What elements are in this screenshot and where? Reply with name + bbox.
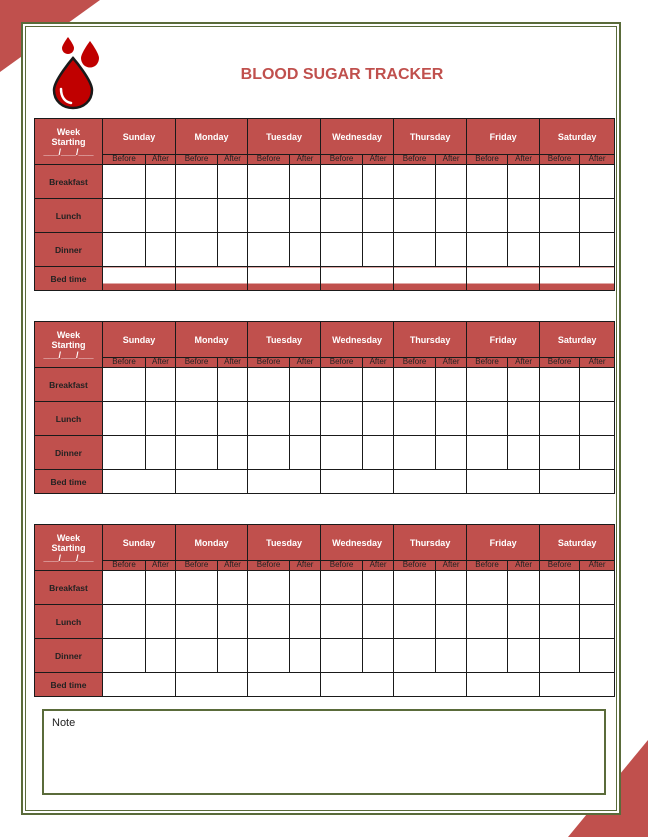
reading-cell[interactable] xyxy=(248,199,290,233)
day-header: Tuesday xyxy=(248,525,321,561)
bedtime-label: Bed time xyxy=(35,673,103,697)
reading-cell[interactable] xyxy=(146,165,176,199)
reading-cell[interactable] xyxy=(290,402,321,436)
reading-cell[interactable] xyxy=(540,402,580,436)
reading-cell[interactable] xyxy=(103,402,146,436)
after-header: After xyxy=(146,155,176,165)
meal-label: Lunch xyxy=(35,605,103,639)
day-header: Saturday xyxy=(540,119,615,155)
before-header: Before xyxy=(103,561,146,571)
week-starting-header[interactable] xyxy=(35,525,103,571)
reading-cell[interactable] xyxy=(580,436,615,470)
reading-cell[interactable] xyxy=(321,199,363,233)
before-header: Before xyxy=(540,358,580,368)
after-header: After xyxy=(363,358,394,368)
week-starting-label: Week xyxy=(56,532,81,543)
reading-cell[interactable] xyxy=(467,165,508,199)
week-starting-header[interactable] xyxy=(35,322,103,368)
reading-cell[interactable] xyxy=(363,165,394,199)
week-starting-header[interactable] xyxy=(35,119,103,165)
reading-cell[interactable] xyxy=(146,368,176,402)
week-starting-label: ___/___/___ xyxy=(43,146,94,157)
after-header: After xyxy=(508,358,540,368)
bedtime-cell[interactable] xyxy=(467,470,540,494)
week-starting-label: Week xyxy=(56,126,81,137)
before-header: Before xyxy=(394,561,436,571)
reading-cell[interactable] xyxy=(436,233,467,267)
reading-cell[interactable] xyxy=(146,436,176,470)
bedtime-cell[interactable] xyxy=(103,470,176,494)
tracker-table xyxy=(34,321,615,494)
before-header: Before xyxy=(394,155,436,165)
reading-cell[interactable] xyxy=(467,368,508,402)
day-header: Monday xyxy=(176,525,248,561)
reading-cell[interactable] xyxy=(290,233,321,267)
reading-cell[interactable] xyxy=(540,436,580,470)
blood-drop-icon xyxy=(62,37,74,54)
after-header: After xyxy=(580,561,615,571)
before-header: Before xyxy=(540,561,580,571)
tracker-table xyxy=(34,524,615,697)
reading-cell[interactable] xyxy=(467,233,508,267)
bedtime-cell[interactable] xyxy=(103,267,176,291)
reading-cell[interactable] xyxy=(467,436,508,470)
reading-cell[interactable] xyxy=(394,436,436,470)
reading-cell[interactable] xyxy=(540,233,580,267)
after-header: After xyxy=(218,561,248,571)
before-header: Before xyxy=(321,358,363,368)
reading-cell[interactable] xyxy=(394,233,436,267)
reading-cell[interactable] xyxy=(218,605,248,639)
meal-label: Dinner xyxy=(35,233,103,267)
day-header: Sunday xyxy=(103,119,176,155)
note-box[interactable] xyxy=(42,709,606,795)
reading-cell[interactable] xyxy=(540,368,580,402)
day-header: Thursday xyxy=(394,525,467,561)
after-header: After xyxy=(436,358,467,368)
before-header: Before xyxy=(321,561,363,571)
after-header: After xyxy=(508,155,540,165)
before-header: Before xyxy=(248,561,290,571)
reading-cell[interactable] xyxy=(176,571,218,605)
meal-label: Lunch xyxy=(35,199,103,233)
bedtime-cell[interactable] xyxy=(394,470,467,494)
bedtime-cell[interactable] xyxy=(176,673,248,697)
reading-cell[interactable] xyxy=(363,233,394,267)
reading-cell[interactable] xyxy=(218,639,248,673)
reading-cell[interactable] xyxy=(394,368,436,402)
meal-label: Lunch xyxy=(35,402,103,436)
reading-cell[interactable] xyxy=(436,605,467,639)
bedtime-label: Bed time xyxy=(35,267,103,291)
reading-cell[interactable] xyxy=(540,199,580,233)
before-header: Before xyxy=(103,358,146,368)
reading-cell[interactable] xyxy=(508,402,540,436)
reading-cell[interactable] xyxy=(580,165,615,199)
reading-cell[interactable] xyxy=(176,368,218,402)
reading-cell[interactable] xyxy=(580,368,615,402)
reading-cell[interactable] xyxy=(363,639,394,673)
after-header: After xyxy=(290,561,321,571)
after-header: After xyxy=(146,561,176,571)
bedtime-cell[interactable] xyxy=(248,470,321,494)
day-header: Friday xyxy=(467,119,540,155)
reading-cell[interactable] xyxy=(103,436,146,470)
reading-cell[interactable] xyxy=(580,605,615,639)
reading-cell[interactable] xyxy=(436,571,467,605)
reading-cell[interactable] xyxy=(146,233,176,267)
day-header: Sunday xyxy=(103,525,176,561)
note-label: Note xyxy=(52,717,76,729)
meal-label: Dinner xyxy=(35,639,103,673)
reading-cell[interactable] xyxy=(290,436,321,470)
reading-cell[interactable] xyxy=(321,571,363,605)
reading-cell[interactable] xyxy=(436,199,467,233)
week-starting-label: Starting xyxy=(51,339,86,350)
reading-cell[interactable] xyxy=(248,165,290,199)
reading-cell[interactable] xyxy=(436,436,467,470)
reading-cell[interactable] xyxy=(218,233,248,267)
reading-cell[interactable] xyxy=(290,571,321,605)
meal-label: Breakfast xyxy=(35,571,103,605)
reading-cell[interactable] xyxy=(394,605,436,639)
bedtime-cell[interactable] xyxy=(248,673,321,697)
reading-cell[interactable] xyxy=(467,199,508,233)
reading-cell[interactable] xyxy=(540,165,580,199)
week-starting-label: ___/___/___ xyxy=(43,552,94,563)
page-title: BLOOD SUGAR TRACKER xyxy=(240,66,444,83)
meal-label: Dinner xyxy=(35,436,103,470)
day-header: Friday xyxy=(467,525,540,561)
reading-cell[interactable] xyxy=(467,402,508,436)
reading-cell[interactable] xyxy=(218,436,248,470)
reading-cell[interactable] xyxy=(321,605,363,639)
reading-cell[interactable] xyxy=(467,571,508,605)
reading-cell[interactable] xyxy=(467,639,508,673)
reading-cell[interactable] xyxy=(321,368,363,402)
reading-cell[interactable] xyxy=(248,639,290,673)
reading-cell[interactable] xyxy=(508,165,540,199)
after-header: After xyxy=(218,155,248,165)
after-header: After xyxy=(580,358,615,368)
day-header: Friday xyxy=(467,322,540,358)
reading-cell[interactable] xyxy=(540,605,580,639)
reading-cell[interactable] xyxy=(103,233,146,267)
after-header: After xyxy=(436,561,467,571)
week-starting-label: Starting xyxy=(51,542,86,553)
reading-cell[interactable] xyxy=(508,368,540,402)
after-header: After xyxy=(436,155,467,165)
reading-cell[interactable] xyxy=(290,199,321,233)
week-starting-label: ___/___/___ xyxy=(43,349,94,360)
reading-cell[interactable] xyxy=(176,165,218,199)
reading-cell[interactable] xyxy=(103,571,146,605)
reading-cell[interactable] xyxy=(394,639,436,673)
after-header: After xyxy=(146,358,176,368)
day-header: Thursday xyxy=(394,322,467,358)
reading-cell[interactable] xyxy=(363,605,394,639)
reading-cell[interactable] xyxy=(290,639,321,673)
meal-label: Breakfast xyxy=(35,368,103,402)
reading-cell[interactable] xyxy=(363,368,394,402)
bedtime-cell[interactable] xyxy=(176,470,248,494)
day-header: Monday xyxy=(176,119,248,155)
reading-cell[interactable] xyxy=(103,199,146,233)
day-header: Wednesday xyxy=(321,322,394,358)
reading-cell[interactable] xyxy=(248,571,290,605)
blood-drop-logo xyxy=(48,34,108,114)
reading-cell[interactable] xyxy=(540,639,580,673)
reading-cell[interactable] xyxy=(580,233,615,267)
reading-cell[interactable] xyxy=(146,571,176,605)
reading-cell[interactable] xyxy=(321,402,363,436)
bedtime-cell[interactable] xyxy=(103,673,176,697)
after-header: After xyxy=(363,561,394,571)
before-header: Before xyxy=(467,155,508,165)
before-header: Before xyxy=(103,155,146,165)
day-header: Thursday xyxy=(394,119,467,155)
bedtime-cell[interactable] xyxy=(321,470,394,494)
reading-cell[interactable] xyxy=(436,402,467,436)
reading-cell[interactable] xyxy=(580,199,615,233)
reading-cell[interactable] xyxy=(290,165,321,199)
reading-cell[interactable] xyxy=(363,571,394,605)
before-header: Before xyxy=(176,155,218,165)
reading-cell[interactable] xyxy=(508,233,540,267)
reading-cell[interactable] xyxy=(218,402,248,436)
week-starting-label: Week xyxy=(56,329,81,340)
reading-cell[interactable] xyxy=(218,368,248,402)
before-header: Before xyxy=(248,358,290,368)
reading-cell[interactable] xyxy=(436,165,467,199)
day-header: Saturday xyxy=(540,322,615,358)
reading-cell[interactable] xyxy=(508,639,540,673)
reading-cell[interactable] xyxy=(146,199,176,233)
meal-label: Breakfast xyxy=(35,165,103,199)
bedtime-cell[interactable] xyxy=(321,673,394,697)
reading-cell[interactable] xyxy=(321,233,363,267)
bedtime-cell[interactable] xyxy=(540,267,615,291)
reading-cell[interactable] xyxy=(218,571,248,605)
reading-cell[interactable] xyxy=(363,436,394,470)
before-header: Before xyxy=(321,155,363,165)
reading-cell[interactable] xyxy=(146,402,176,436)
bedtime-label: Bed time xyxy=(35,470,103,494)
reading-cell[interactable] xyxy=(321,639,363,673)
reading-cell[interactable] xyxy=(290,368,321,402)
reading-cell[interactable] xyxy=(394,199,436,233)
bedtime-cell[interactable] xyxy=(467,673,540,697)
after-header: After xyxy=(218,358,248,368)
after-header: After xyxy=(290,155,321,165)
after-header: After xyxy=(363,155,394,165)
reading-cell[interactable] xyxy=(436,639,467,673)
before-header: Before xyxy=(176,561,218,571)
bedtime-cell[interactable] xyxy=(467,267,540,291)
day-header: Monday xyxy=(176,322,248,358)
before-header: Before xyxy=(467,561,508,571)
reading-cell[interactable] xyxy=(176,605,218,639)
blood-drop-icon xyxy=(81,41,99,68)
day-header: Tuesday xyxy=(248,119,321,155)
day-header: Sunday xyxy=(103,322,176,358)
bedtime-cell[interactable] xyxy=(321,267,394,291)
before-header: Before xyxy=(467,358,508,368)
bedtime-cell[interactable] xyxy=(176,267,248,291)
reading-cell[interactable] xyxy=(394,571,436,605)
before-header: Before xyxy=(394,358,436,368)
reading-cell[interactable] xyxy=(394,402,436,436)
bedtime-cell[interactable] xyxy=(540,673,615,697)
reading-cell[interactable] xyxy=(508,199,540,233)
reading-cell[interactable] xyxy=(248,605,290,639)
reading-cell[interactable] xyxy=(363,402,394,436)
reading-cell[interactable] xyxy=(508,605,540,639)
reading-cell[interactable] xyxy=(176,233,218,267)
after-header: After xyxy=(580,155,615,165)
reading-cell[interactable] xyxy=(436,368,467,402)
bedtime-cell[interactable] xyxy=(540,470,615,494)
reading-cell[interactable] xyxy=(248,436,290,470)
reading-cell[interactable] xyxy=(394,165,436,199)
reading-cell[interactable] xyxy=(176,436,218,470)
reading-cell[interactable] xyxy=(218,199,248,233)
day-header: Tuesday xyxy=(248,322,321,358)
reading-cell[interactable] xyxy=(580,402,615,436)
day-header: Wednesday xyxy=(321,525,394,561)
reading-cell[interactable] xyxy=(103,639,146,673)
reading-cell[interactable] xyxy=(540,571,580,605)
before-header: Before xyxy=(248,155,290,165)
after-header: After xyxy=(290,358,321,368)
before-header: Before xyxy=(176,358,218,368)
bedtime-cell[interactable] xyxy=(248,267,321,291)
reading-cell[interactable] xyxy=(321,165,363,199)
reading-cell[interactable] xyxy=(103,368,146,402)
day-header: Wednesday xyxy=(321,119,394,155)
reading-cell[interactable] xyxy=(103,605,146,639)
reading-cell[interactable] xyxy=(248,402,290,436)
reading-cell[interactable] xyxy=(580,639,615,673)
bedtime-cell[interactable] xyxy=(394,267,467,291)
reading-cell[interactable] xyxy=(146,639,176,673)
reading-cell[interactable] xyxy=(321,436,363,470)
reading-cell[interactable] xyxy=(508,571,540,605)
reading-cell[interactable] xyxy=(580,571,615,605)
reading-cell[interactable] xyxy=(146,605,176,639)
reading-cell[interactable] xyxy=(467,605,508,639)
reading-cell[interactable] xyxy=(248,368,290,402)
reading-cell[interactable] xyxy=(290,605,321,639)
tracker-table xyxy=(34,118,615,291)
reading-cell[interactable] xyxy=(508,436,540,470)
reading-cell[interactable] xyxy=(218,165,248,199)
after-header: After xyxy=(508,561,540,571)
week-starting-label: Starting xyxy=(51,136,86,147)
reading-cell[interactable] xyxy=(176,639,218,673)
reading-cell[interactable] xyxy=(176,402,218,436)
bedtime-cell[interactable] xyxy=(394,673,467,697)
reading-cell[interactable] xyxy=(248,233,290,267)
reading-cell[interactable] xyxy=(363,199,394,233)
reading-cell[interactable] xyxy=(176,199,218,233)
day-header: Saturday xyxy=(540,525,615,561)
reading-cell[interactable] xyxy=(103,165,146,199)
before-header: Before xyxy=(540,155,580,165)
